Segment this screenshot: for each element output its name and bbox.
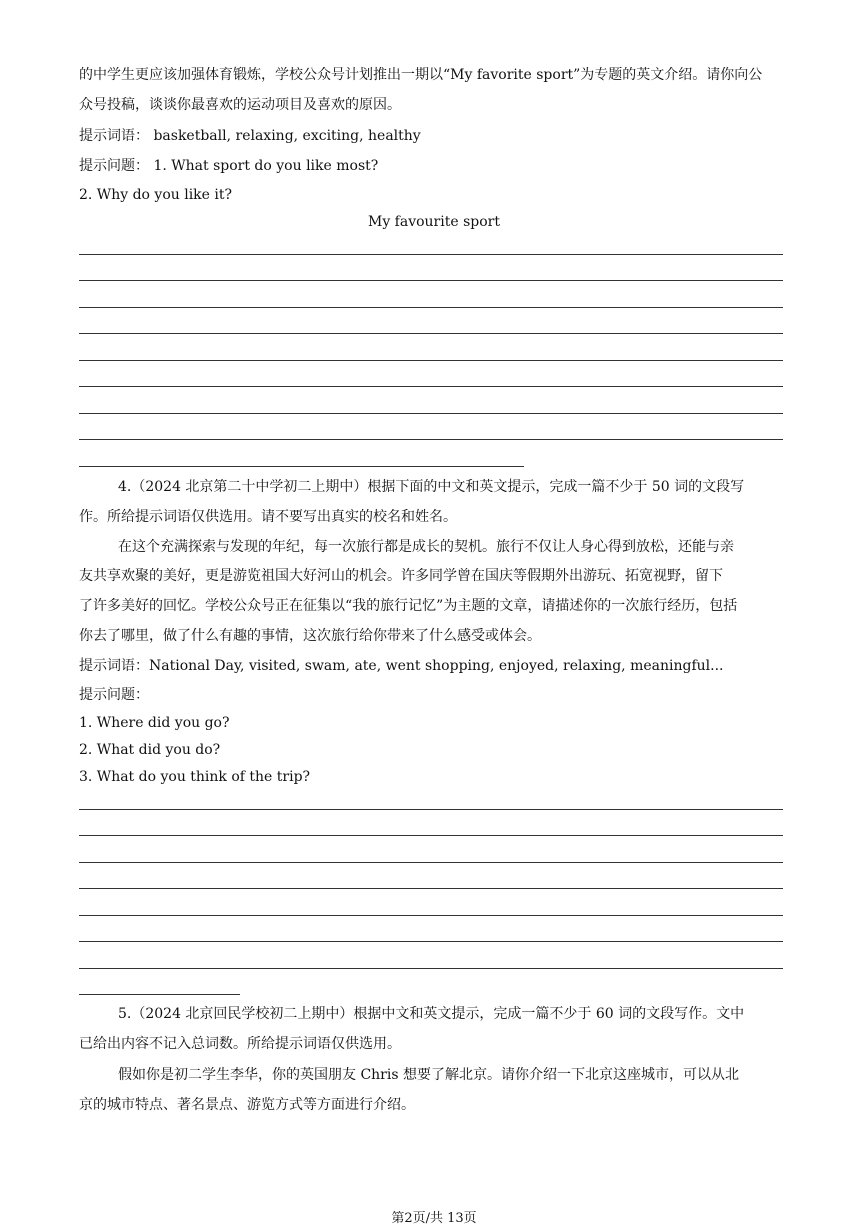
q5-prompt-line-4: 京的城市特点、著名景点、游览方式等方面进行介绍。: [79, 1097, 415, 1113]
q3-hint-words: 提示词语： basketball, relaxing, exciting, healthy: [79, 128, 421, 144]
writing-line[interactable]: [79, 386, 783, 387]
writing-line[interactable]: [79, 307, 783, 308]
q4-prompt-line-5: 了许多美好的回忆。学校公众号正在征集以“我的旅行记忆”为主题的文章，请描述你的一次旅行经历，包括: [79, 598, 738, 614]
writing-line[interactable]: [79, 439, 783, 440]
writing-line-end[interactable]: [79, 466, 524, 467]
q4-question-3: 3. What do you think of the trip?: [79, 769, 311, 785]
q5-prompt-line-2: 已给出内容不记入总词数。所给提示词语仅供选用。: [79, 1036, 401, 1052]
q3-text-line-2: 众号投稿，谈谈你最喜欢的运动项目及喜欢的原因。: [79, 97, 401, 113]
q3-hint-question-2: 2. Why do you like it?: [79, 187, 233, 203]
q3-hint-question-1: 提示问题： 1. What sport do you like most?: [79, 158, 379, 174]
q4-prompt-line-2: 作。所给提示词语仅供选用。请不要写出真实的校名和姓名。: [79, 509, 457, 525]
q4-prompt-line-4: 友共享欢聚的美好，更是游览祖国大好河山的机会。许多同学曾在国庆等假期外出游玩、拓宽视野，留下: [79, 568, 723, 584]
q3-text-line-1: 的中学生更应该加强体育锻炼，学校公众号计划推出一期以“My favorite sport”为专题的英文介绍。请你向公: [79, 67, 763, 83]
q4-prompt-line-1: 4.（2024 北京第二十中学初二上期中）根据下面的中文和英文提示，完成一篇不少于 50 词的文段写: [118, 479, 745, 495]
q4-prompt-line-6: 你去了哪里，做了什么有趣的事情，这次旅行给你带来了什么感受或体会。: [79, 628, 541, 644]
writing-line[interactable]: [79, 941, 783, 942]
writing-line[interactable]: [79, 968, 783, 969]
writing-line[interactable]: [79, 280, 783, 281]
writing-line[interactable]: [79, 413, 783, 414]
writing-line[interactable]: [79, 809, 783, 810]
q5-prompt-line-1: 5.（2024 北京回民学校初二上期中）根据中文和英文提示，完成一篇不少于 60 词的文段写作。文中: [118, 1006, 745, 1022]
writing-line[interactable]: [79, 888, 783, 889]
writing-line[interactable]: [79, 360, 783, 361]
q4-question-2: 2. What did you do?: [79, 742, 221, 758]
q4-hint-label: 提示问题：: [79, 687, 149, 703]
writing-line[interactable]: [79, 862, 783, 863]
q4-prompt-line-3: 在这个充满探索与发现的年纪，每一次旅行都是成长的契机。旅行不仅让人身心得到放松，还能与亲: [118, 539, 734, 555]
q5-prompt-line-3: 假如你是初二学生李华，你的英国朋友 Chris 想要了解北京。请你介绍一下北京这座城市，可以从北: [118, 1067, 739, 1083]
q4-question-1: 1. Where did you go?: [79, 715, 230, 731]
writing-line[interactable]: [79, 254, 783, 255]
writing-line[interactable]: [79, 835, 783, 836]
q4-hint-words: 提示词语：National Day, visited, swam, ate, went shopping, enjoyed, relaxing, meaningful...: [79, 658, 724, 674]
q3-essay-title: My favourite sport: [367, 214, 500, 230]
writing-line[interactable]: [79, 333, 783, 334]
page-number-footer: 第2页/共 13页: [391, 1211, 477, 1226]
writing-line-end[interactable]: [79, 994, 240, 995]
writing-line[interactable]: [79, 915, 783, 916]
